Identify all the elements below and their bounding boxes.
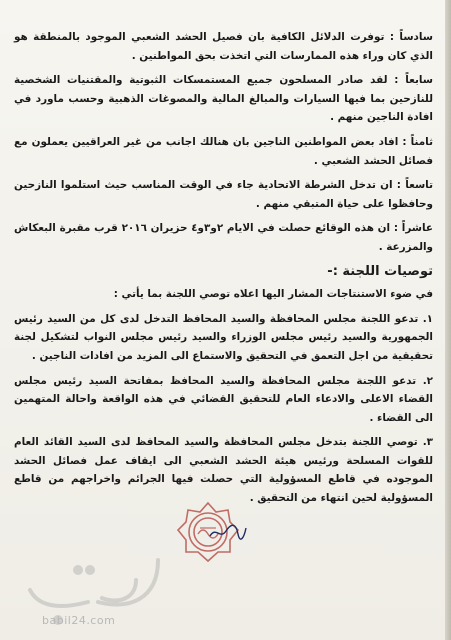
- page-fold-edge: [445, 0, 451, 640]
- paragraph-eighth: ثامناً : افاد بعض المواطنين الناجين بان هنالك اجانب من غير العراقيين يعملون مع فصائل الحشد الشعبي .: [14, 135, 433, 167]
- recommendations-intro: في ضوء الاستنتاجات المشار اليها اعلاه توصي اللجنة بما يأتي :: [113, 288, 433, 301]
- paragraph-tenth: عاشراً : ان هذه الوقائع حصلت في الايام ٢و٣و٤ حزيران ٢٠١٦ قرب مقبرة البعكاش والمزرعة .: [14, 222, 433, 253]
- recommendations-heading: توصيات اللجنة :-: [327, 263, 433, 279]
- recommendation-item-2: ٢. تدعو اللجنة مجلس المحافظة والسيد المحافظ بمفاتحة السيد رئيس مجلس القضاء الاعلى والادعاء العام للتحقيق القضائي في هذه الواقعة واحالة المتهمين الى القضاء .: [14, 374, 433, 424]
- paragraph-seventh: سابعاً : لقد صادر المسلحون جميع المستمسكات الثبوتية والمقتنيات الشخصية للنازحين بما فيها السيارات والمبالغ المالية والمصوغات الذهبية وحسب ماورد في افادة الناجين منهم .: [14, 74, 433, 124]
- paragraph-sixth: سادساً : توفرت الدلائل الكافية بان فصيل الحشد الشعبي الموجود بالمنطقة هو الذي كان وراء هذه الممارسات التي اتخذت بحق المواطنين .: [14, 31, 433, 62]
- paragraph-ninth: تاسعاً : ان تدخل الشرطة الاتحادية جاء في الوقت المناسب حيث استلموا النازحين وحافظوا على حياة المتبقي منهم .: [14, 179, 433, 210]
- recommendation-item-3: ٣. توصي اللجنة بتدخل مجلس المحافظة والسيد المحافظ لدى السيد القائد العام للقوات المسلحة ورئيس هيئة الحشد الشعبي الى ايقاف عمل فصائل الحشد الموجوده في قاطع المسؤولية التي حصلت فيها الجرائم واخراجهم من قاطع المسؤولية لحين انتهاء من التحقيق .: [14, 436, 433, 505]
- document-body: [14, 28, 433, 514]
- recommendation-item-1: ١. تدعو اللجنة مجلس المحافظة والسيد المحافظ التدخل لدى كل من السيد رئيس الجمهورية والسيد رئيس مجلس الوزراء والسيد رئيس مجلس النواب لتشكيل لجنة تحقيقية من اجل التعمق في التحقيق والاستماع الى المزيد من افادات الناجين .: [14, 312, 433, 362]
- signature-icon: [208, 522, 248, 542]
- watermark-text: babil24.com: [42, 614, 116, 627]
